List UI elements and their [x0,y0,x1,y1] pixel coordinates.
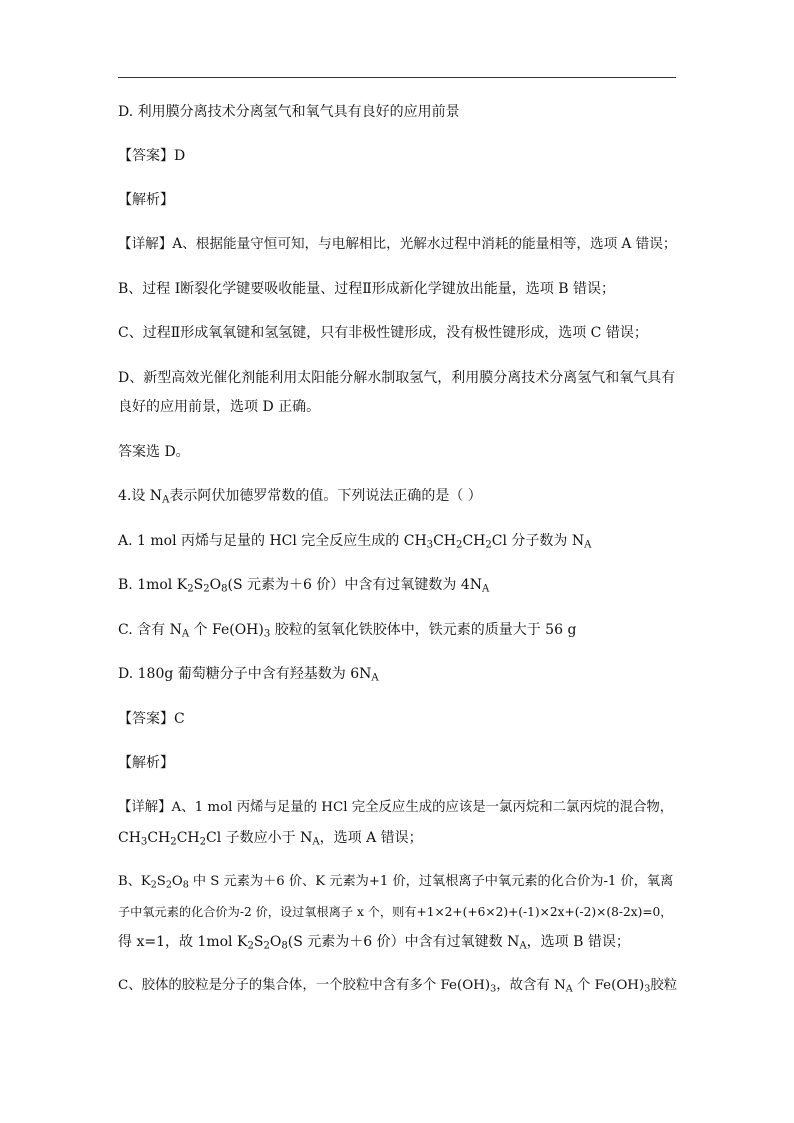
explanation2-b-line1: B、$K_2S_2O_8$ 中 S 元素为＋6 价、K 元素为+1 价，过氧根离子中氧元素的化合价为-1 价，氧离 [118,874,674,891]
analysis-label-2: 【解析】 [118,755,174,771]
header-rule [118,77,676,78]
analysis-label: 【解析】 [118,192,174,208]
explanation2-c-line1: C、胶体的胶粒是分子的集合体，一个胶粒中含有多个 $Fe(OH)_3$，故含有 $N_A$ 个 $Fe(OH)_3$胶粒 [118,978,678,995]
question-4-option-d: D. 180g 葡萄糖分子中含有羟基数为 $6N_A$ [118,666,379,684]
explanation2-b-line3: 得 x=1，故 1mol $K_2S_2O_8(S$ 元素为＋6 价）中含有过氧键数 $N_A$，选项 B 错误； [118,934,630,952]
explanation2-b-line2: 子中氧元素的化合价为-2 价，设过氧根离子 x 个，则有+1×2+(+6×2)+(-1)×2x+(-2)×(8-2x)=0， [118,905,673,919]
explanation-c: C、过程Ⅱ形成氧氧键和氢氢键，只有非极性键形成，没有极性键形成，选项 C 错误； [118,325,648,341]
explanation-d-line1: D、新型高效光催化剂能利用太阳能分解水制取氢气，利用膜分离技术分离氢气和氧气具有 [118,370,676,386]
answer-label-2: 【答案】C [118,711,185,727]
answer-label: 【答案】D [118,148,186,164]
explanation-a: 【详解】A、根据能量守恒可知，与电解相比，光解水过程中消耗的能量相等，选项 A 错误； [118,236,677,252]
explanation-d-line2: 良好的应用前景，选项 D 正确。 [118,399,321,415]
explanation2-a-line2: $CH_3CH_2CH_2Cl$ 子数应小于 $N_A$，选项 A 错误； [118,830,423,848]
question-4-option-b: B. 1mol $K_2S_2O_8(S$ 元素为＋6 价）中含有过氧键数为 $4N_A$ [118,577,490,595]
question-4-option-a: A. 1 mol 丙烯与足量的 HCl 完全反应生成的 $CH_3CH_2CH_2Cl$ 分子数为 $N_A$ [118,533,592,551]
question-4: 4.设 $N_A$表示阿伏加德罗常数的值。下列说法正确的是（ ） [118,488,482,506]
explanation-b: B、过程 I断裂化学键要吸收能量、过程Ⅱ形成新化学键放出能量，选项 B 错误； [118,281,615,297]
option-d-text: D. 利用膜分离技术分离氢气和氧气具有良好的应用前景 [118,104,460,120]
answer-choice-d: 答案选 D。 [118,444,190,460]
question-4-option-c: C. 含有 $N_A$ 个 $Fe(OH)_3$ 胶粒的氢氧化铁胶体中，铁元素的质量大于 56 g [118,622,577,640]
explanation2-a-line1: 【详解】A、1 mol 丙烯与足量的 HCl 完全反应生成的应该是一氯丙烷和二氯丙烷的混合物， [118,800,674,815]
